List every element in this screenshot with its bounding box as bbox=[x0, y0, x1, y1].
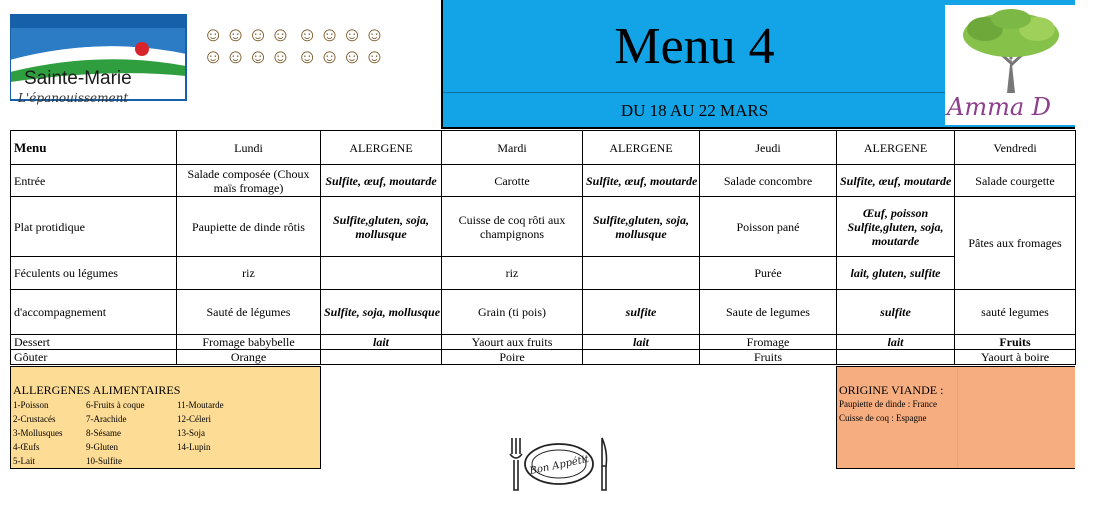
table-cell: Cuisse de coq rôti aux champignons bbox=[442, 197, 583, 257]
table-cell: Grain (ti pois) bbox=[442, 290, 583, 335]
origin-title: ORIGINE VIANDE : bbox=[839, 383, 944, 397]
allergens-title: ALLERGENES ALIMENTAIRES bbox=[13, 383, 181, 397]
table-cell: Salade courgette bbox=[955, 165, 1076, 197]
header-menu: Menu bbox=[11, 131, 177, 165]
allergen-cell: lait bbox=[321, 335, 442, 350]
allergen-item: 6-Fruits à coque bbox=[86, 400, 145, 410]
allergen-cell: lait bbox=[583, 335, 700, 350]
table-cell: Salade composée (Choux maïs fromage) bbox=[177, 165, 321, 197]
header-allergen: ALERGENE bbox=[837, 131, 955, 165]
table-row bbox=[11, 290, 1076, 335]
table-cell: Fromage babybelle bbox=[177, 335, 321, 350]
row-label-accompagnement: d'accompagnement bbox=[11, 290, 177, 335]
table-row bbox=[11, 335, 1076, 350]
table-row bbox=[11, 257, 1076, 290]
table-cell: Fruits bbox=[700, 350, 837, 365]
tree-icon bbox=[945, 5, 1075, 95]
menu-dates: DU 18 AU 22 MARS bbox=[620, 101, 769, 120]
kids-illustration-left: ☺☺☺☺ ☺☺☺☺ bbox=[203, 24, 293, 68]
allergen-cell: Sulfite, soja, mollusque bbox=[321, 290, 442, 335]
knife-icon bbox=[602, 438, 607, 490]
sainte-marie-logo bbox=[10, 14, 188, 106]
origin-divider bbox=[957, 367, 958, 468]
table-row bbox=[11, 350, 1076, 365]
table-cell: Poire bbox=[442, 350, 583, 365]
table-cell: Sauté de légumes bbox=[177, 290, 321, 335]
table-cell: Yaourt aux fruits bbox=[442, 335, 583, 350]
row-label-entree: Entrée bbox=[11, 165, 177, 197]
table-cell: Saute de legumes bbox=[700, 290, 837, 335]
allergen-item: 4-Œufs bbox=[13, 442, 40, 452]
allergen-cell: lait, gluten, sulfite bbox=[837, 257, 955, 290]
table-cell: Yaourt à boire bbox=[955, 350, 1076, 365]
menu-title: Menu 4 bbox=[443, 0, 946, 93]
header-allergen: ALERGENE bbox=[583, 131, 700, 165]
amma-logo-text: Amma D bbox=[947, 93, 1052, 121]
row-label-plat: Plat protidique bbox=[11, 197, 177, 257]
allergen-item: 5-Lait bbox=[13, 456, 35, 466]
allergen-item: 3-Mollusques bbox=[13, 428, 63, 438]
bon-appetit-logo bbox=[506, 432, 612, 494]
allergen-cell bbox=[583, 257, 700, 290]
logo-left-text: Sainte-Marie bbox=[24, 68, 132, 89]
table-row bbox=[11, 197, 1076, 257]
allergen-cell: Sulfite,gluten, soja, mollusque bbox=[321, 197, 442, 257]
meat-origin-box bbox=[836, 366, 1075, 469]
table-header-row bbox=[11, 131, 1076, 165]
header-thursday: Jeudi bbox=[700, 131, 837, 165]
table-cell: Poisson pané bbox=[700, 197, 837, 257]
allergen-cell bbox=[583, 350, 700, 365]
allergen-item: 2-Crustacés bbox=[13, 414, 56, 424]
row-label-feculents: Féculents ou légumes bbox=[11, 257, 177, 290]
allergen-cell: sulfite bbox=[583, 290, 700, 335]
allergen-cell bbox=[321, 257, 442, 290]
origin-line: Paupiette de dinde : France bbox=[839, 399, 937, 409]
table-row bbox=[11, 165, 1076, 197]
allergen-item: 9-Gluten bbox=[86, 442, 118, 452]
allergen-cell bbox=[837, 350, 955, 365]
bon-appetit-text: Bon Appétit bbox=[528, 453, 590, 478]
allergen-item: 13-Soja bbox=[177, 428, 205, 438]
allergen-cell: Sulfite, œuf, moutarde bbox=[583, 165, 700, 197]
allergen-item: 1-Poisson bbox=[13, 400, 49, 410]
origin-line: Cuisse de coq : Espagne bbox=[839, 413, 927, 423]
logo-left-tagline: L'épanouissement bbox=[18, 91, 129, 105]
table-cell: sauté legumes bbox=[955, 290, 1076, 335]
table-cell: Pâtes aux fromages bbox=[955, 197, 1076, 290]
allergen-item: 8-Sésame bbox=[86, 428, 121, 438]
header-allergen: ALERGENE bbox=[321, 131, 442, 165]
row-label-gouter: Gôuter bbox=[11, 350, 177, 365]
allergen-item: 12-Céleri bbox=[177, 414, 211, 424]
fork-icon bbox=[510, 438, 522, 490]
header-tuesday: Mardi bbox=[442, 131, 583, 165]
table-cell: Fromage bbox=[700, 335, 837, 350]
allergen-cell: sulfite bbox=[837, 290, 955, 335]
kids-illustration-right: ☺☺☺☺ ☺☺☺☺ bbox=[297, 24, 387, 68]
table-cell: Paupiette de dinde rôtis bbox=[177, 197, 321, 257]
allergen-cell bbox=[321, 350, 442, 365]
allergen-cell: Sulfite, œuf, moutarde bbox=[837, 165, 955, 197]
header-monday: Lundi bbox=[177, 131, 321, 165]
allergen-item: 14-Lupin bbox=[177, 442, 211, 452]
row-label-dessert: Dessert bbox=[11, 335, 177, 350]
allergen-cell: Œuf, poisson Sulfite,gluten, soja, moutarde bbox=[837, 197, 955, 257]
allergen-item: 11-Moutarde bbox=[177, 400, 224, 410]
table-cell: Salade concombre bbox=[700, 165, 837, 197]
table-cell: Fruits bbox=[955, 335, 1076, 350]
allergen-cell: Sulfite, œuf, moutarde bbox=[321, 165, 442, 197]
table-cell: riz bbox=[177, 257, 321, 290]
allergen-item: 7-Arachide bbox=[86, 414, 127, 424]
amma-logo bbox=[945, 5, 1075, 125]
table-cell: Carotte bbox=[442, 165, 583, 197]
table-cell: riz bbox=[442, 257, 583, 290]
menu-table bbox=[10, 130, 1076, 365]
allergen-item: 10-Sulfite bbox=[86, 456, 122, 466]
allergen-cell: lait bbox=[837, 335, 955, 350]
header-friday: Vendredi bbox=[955, 131, 1076, 165]
allergen-cell: Sulfite,gluten, soja, mollusque bbox=[583, 197, 700, 257]
table-cell: Purée bbox=[700, 257, 837, 290]
table-cell: Orange bbox=[177, 350, 321, 365]
allergens-legend bbox=[10, 366, 321, 469]
